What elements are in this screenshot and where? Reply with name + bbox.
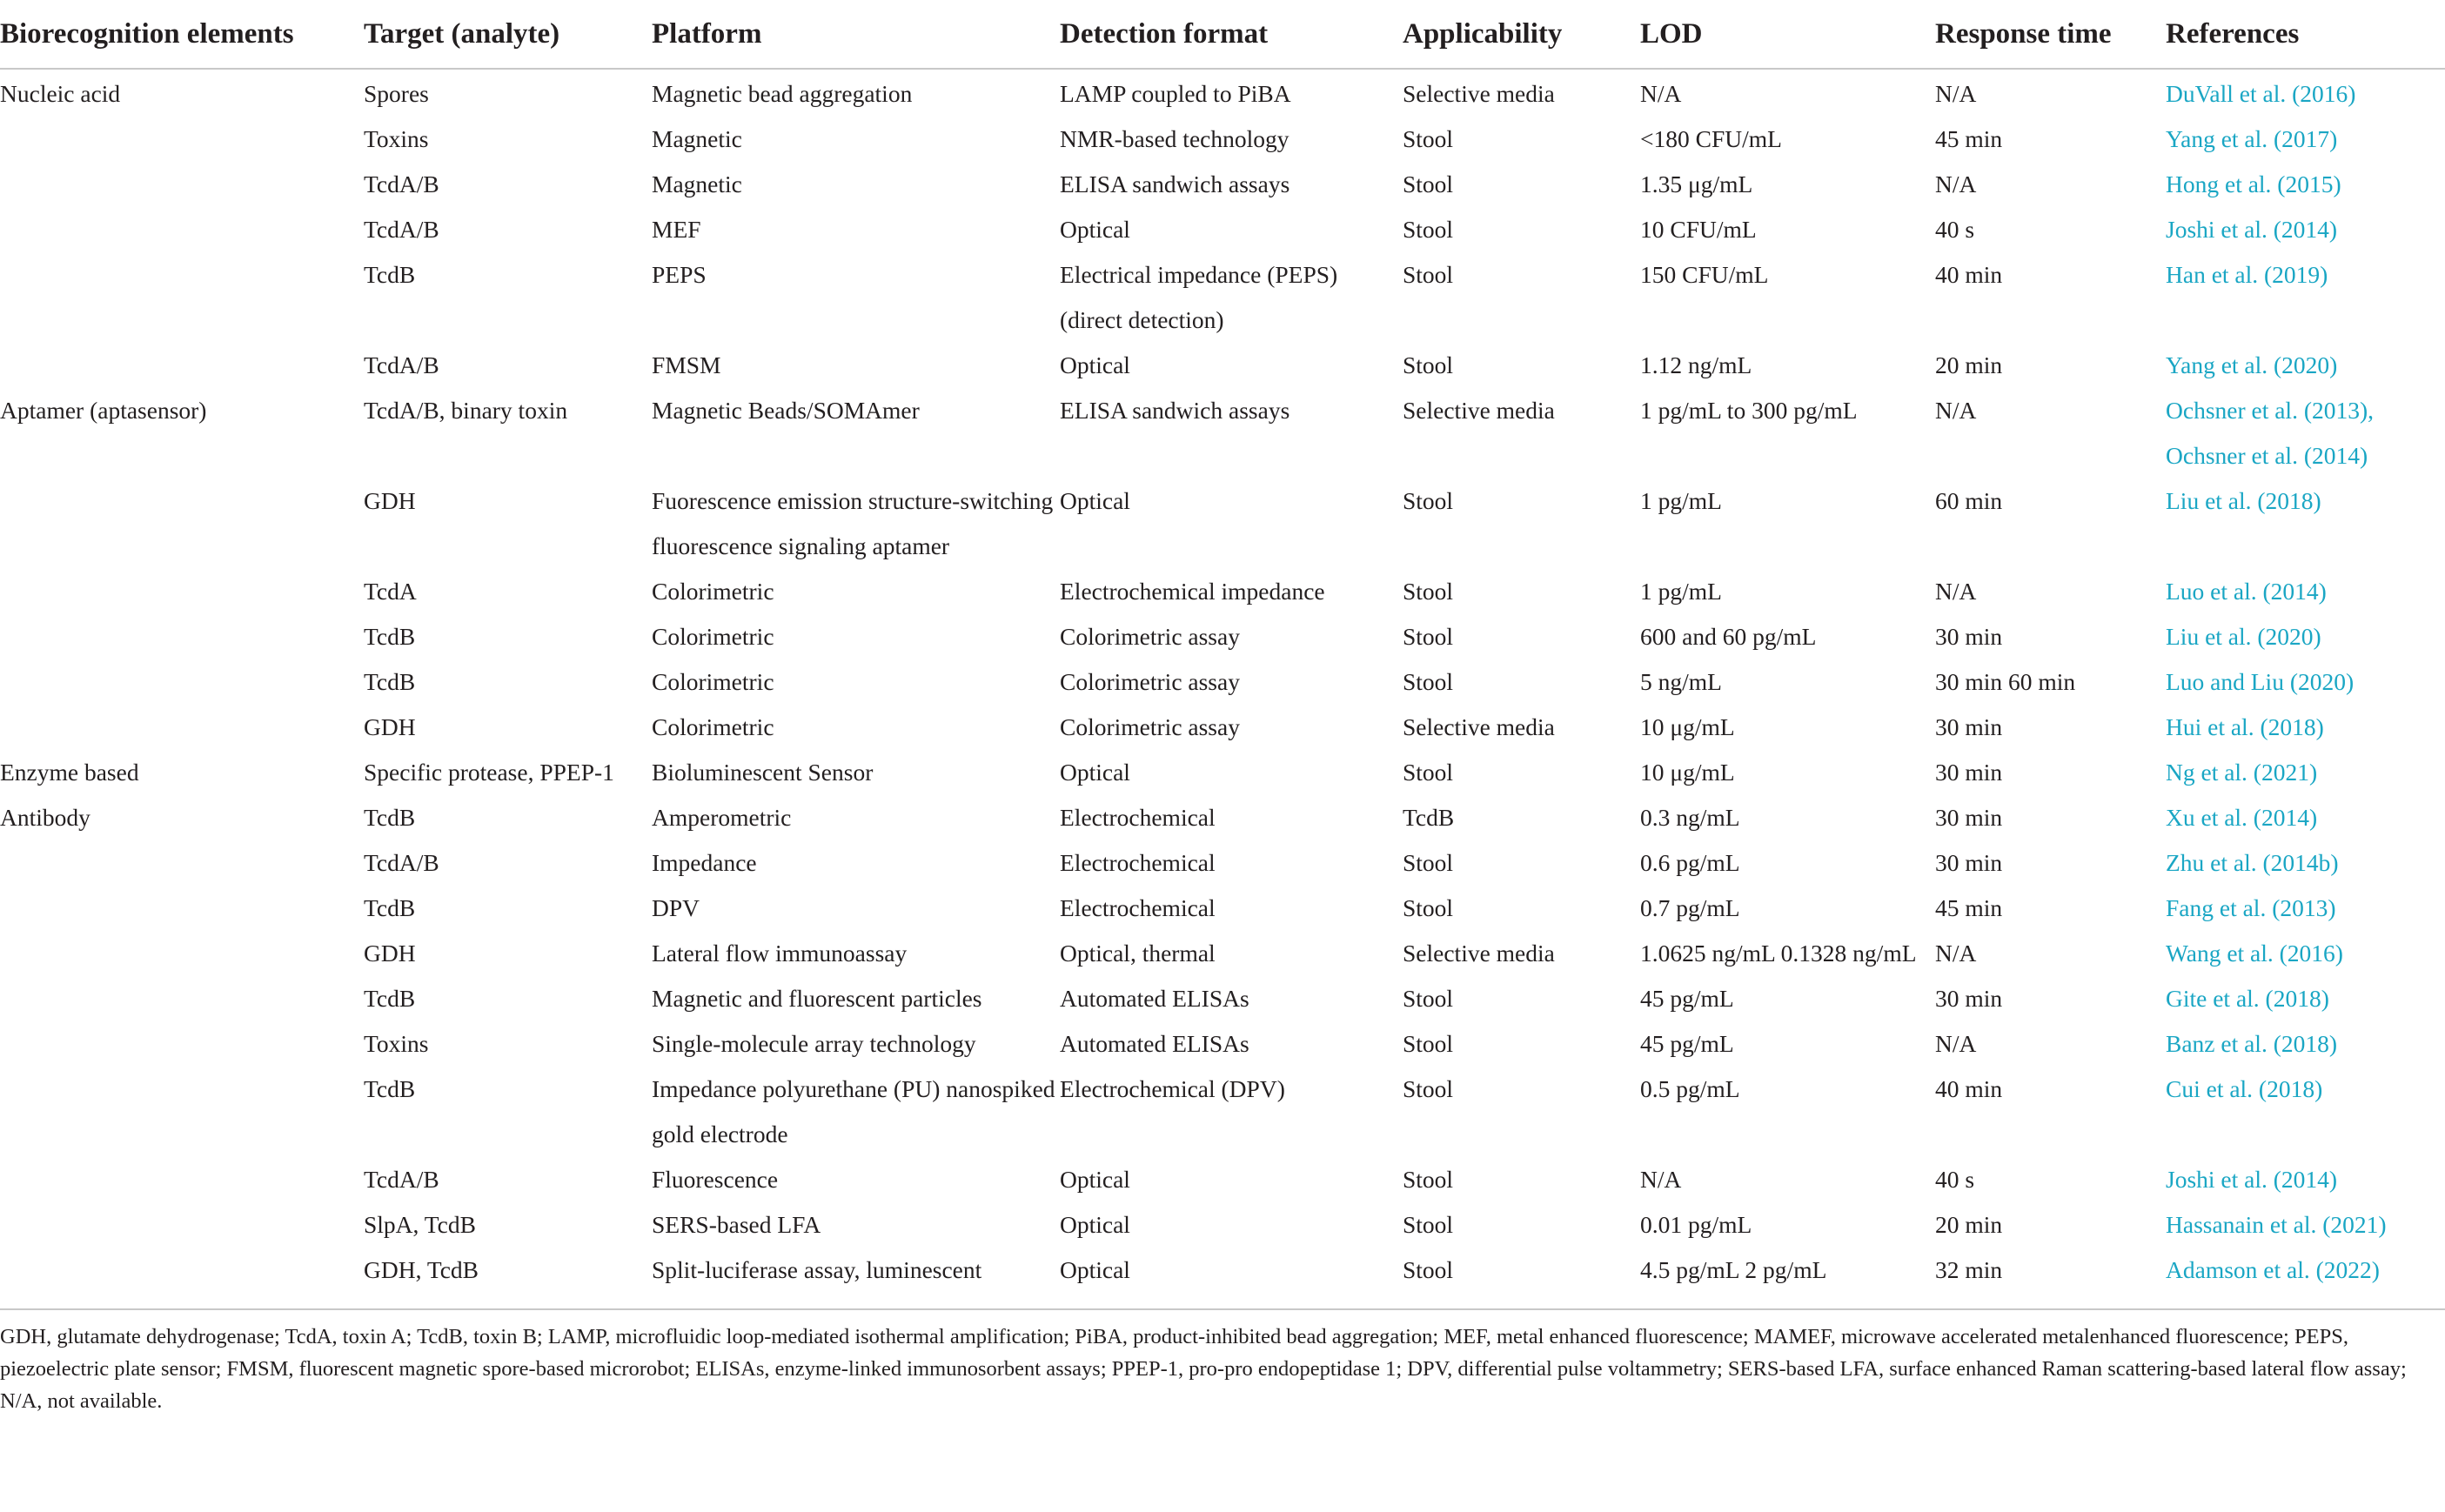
cell-reference[interactable]: Yang et al. (2020) (2166, 351, 2338, 378)
cell-lod: 0.5 pg/mL (1640, 1075, 1740, 1102)
cell-lod: 10 μg/mL (1640, 713, 1735, 740)
table-row (0, 1202, 2445, 1248)
cell-lod: 1 pg/mL (1640, 487, 1722, 514)
cell-response-time: N/A (1935, 171, 1977, 197)
cell-reference[interactable]: Ochsner et al. (2013), Ochsner et al. (2014) (2166, 397, 2375, 469)
cell-lod: 1.12 ng/mL (1640, 351, 1752, 378)
cell-detection-format: Optical (1060, 487, 1130, 514)
cell-response-time: 20 min (1935, 351, 2003, 378)
cell-biorecognition (0, 1248, 364, 1308)
cell-target: TcdA/B (364, 1166, 439, 1193)
cell-target: GDH (364, 487, 416, 514)
cell-biorecognition (0, 569, 364, 614)
cell-lod: 10 CFU/mL (1640, 216, 1757, 243)
cell-reference[interactable]: Wang et al. (2016) (2166, 940, 2343, 967)
cell-biorecognition (0, 343, 364, 388)
cell-applicability: Stool (1403, 487, 1454, 514)
cell-reference[interactable]: Yang et al. (2017) (2166, 125, 2338, 152)
cell-platform: Amperometric (652, 804, 792, 831)
cell-applicability: Stool (1403, 985, 1454, 1012)
table-row (0, 207, 2445, 252)
table-row (0, 162, 2445, 207)
cell-lod: 600 and 60 pg/mL (1640, 623, 1817, 650)
cell-target: TcdA/B (364, 351, 439, 378)
cell-detection-format: Colorimetric assay (1060, 713, 1240, 740)
cell-target: GDH (364, 713, 416, 740)
cell-applicability: Stool (1403, 171, 1454, 197)
cell-biorecognition (0, 252, 364, 343)
cell-lod: 5 ng/mL (1640, 668, 1722, 695)
cell-target: TcdA/B (364, 171, 439, 197)
cell-biorecognition (0, 1067, 364, 1157)
cell-target: GDH, TcdB (364, 1256, 479, 1283)
cell-target: TcdB (364, 1075, 416, 1102)
cell-lod: <180 CFU/mL (1640, 125, 1782, 152)
table-row (0, 1248, 2445, 1308)
cell-platform: Magnetic (652, 171, 742, 197)
cell-detection-format: Optical (1060, 351, 1130, 378)
cell-platform: Magnetic and fluorescent particles (652, 985, 982, 1012)
cell-biorecognition (0, 886, 364, 931)
cell-biorecognition (0, 162, 364, 207)
cell-biorecognition (0, 931, 364, 976)
table-row (0, 931, 2445, 976)
cell-reference[interactable]: Banz et al. (2018) (2166, 1030, 2338, 1057)
cell-reference[interactable]: Han et al. (2019) (2166, 261, 2328, 288)
table-row (0, 795, 2445, 840)
col-header-references: References (2166, 0, 2445, 69)
cell-platform: Fuorescence emission structure-switching fluorescence signaling aptamer (652, 487, 1054, 559)
cell-response-time: N/A (1935, 397, 1977, 424)
cell-platform: FMSM (652, 351, 721, 378)
cell-reference[interactable]: Fang et al. (2013) (2166, 894, 2336, 921)
cell-platform: Fluorescence (652, 1166, 779, 1193)
col-header-target: Target (analyte) (364, 0, 652, 69)
cell-reference[interactable]: Luo et al. (2014) (2166, 578, 2327, 605)
cell-reference[interactable]: Hassanain et al. (2021) (2166, 1211, 2387, 1238)
cell-response-time: 30 min (1935, 804, 2003, 831)
cell-target: TcdA/B, binary toxin (364, 397, 568, 424)
cell-biorecognition: Antibody (0, 804, 90, 831)
cell-target: TcdA (364, 578, 417, 605)
cell-lod: 0.01 pg/mL (1640, 1211, 1752, 1238)
cell-detection-format: Electrochemical (DPV) (1060, 1075, 1285, 1102)
cell-applicability: Stool (1403, 849, 1454, 876)
table-row (0, 614, 2445, 659)
cell-lod: 0.3 ng/mL (1640, 804, 1740, 831)
cell-response-time: 40 min (1935, 261, 2003, 288)
cell-lod: 1.35 μg/mL (1640, 171, 1753, 197)
cell-response-time: N/A (1935, 940, 1977, 967)
cell-applicability: Stool (1403, 1256, 1454, 1283)
cell-platform: Colorimetric (652, 668, 774, 695)
cell-platform: Magnetic bead aggregation (652, 80, 913, 107)
cell-response-time: 30 min (1935, 849, 2003, 876)
cell-platform: Magnetic (652, 125, 742, 152)
cell-biorecognition (0, 705, 364, 750)
cell-reference[interactable]: Gite et al. (2018) (2166, 985, 2329, 1012)
cell-platform: Single-molecule array technology (652, 1030, 976, 1057)
cell-target: GDH (364, 940, 416, 967)
cell-applicability: Stool (1403, 759, 1454, 786)
cell-detection-format: Electrical impedance (PEPS) (direct detection) (1060, 261, 1338, 333)
table-row (0, 659, 2445, 705)
cell-reference[interactable]: Joshi et al. (2014) (2166, 216, 2338, 243)
cell-target: Spores (364, 80, 429, 107)
cell-applicability: Selective media (1403, 397, 1555, 424)
cell-lod: 0.6 pg/mL (1640, 849, 1740, 876)
table-body (0, 69, 2445, 1308)
cell-detection-format: ELISA sandwich assays (1060, 397, 1290, 424)
col-header-applicability: Applicability (1403, 0, 1640, 69)
cell-target: TcdB (364, 623, 416, 650)
cell-platform: Colorimetric (652, 623, 774, 650)
cell-reference[interactable]: Zhu et al. (2014b) (2166, 849, 2339, 876)
cell-detection-format: LAMP coupled to PiBA (1060, 80, 1291, 107)
cell-applicability: Stool (1403, 261, 1454, 288)
cell-applicability: Stool (1403, 216, 1454, 243)
cell-detection-format: Optical (1060, 1256, 1130, 1283)
table-header-row (0, 0, 2445, 69)
cell-biorecognition (0, 207, 364, 252)
cell-reference[interactable]: Cui et al. (2018) (2166, 1075, 2323, 1102)
table-row (0, 1067, 2445, 1157)
cell-detection-format: NMR-based technology (1060, 125, 1289, 152)
cell-detection-format: Optical (1060, 759, 1130, 786)
cell-applicability: Stool (1403, 894, 1454, 921)
cell-reference[interactable]: Luo and Liu (2020) (2166, 668, 2355, 695)
cell-lod: 4.5 pg/mL 2 pg/mL (1640, 1256, 1827, 1283)
cell-applicability: Stool (1403, 1166, 1454, 1193)
table-row (0, 388, 2445, 478)
cell-biorecognition: Nucleic acid (0, 80, 121, 107)
cell-response-time: 30 min (1935, 713, 2003, 740)
cell-platform: Colorimetric (652, 578, 774, 605)
cell-target: TcdA/B (364, 849, 439, 876)
cell-reference[interactable]: Liu et al. (2018) (2166, 487, 2321, 514)
cell-biorecognition (0, 478, 364, 569)
cell-applicability: Stool (1403, 125, 1454, 152)
cell-reference[interactable]: Ng et al. (2021) (2166, 759, 2318, 786)
cell-platform: MEF (652, 216, 701, 243)
table-row (0, 252, 2445, 343)
cell-response-time: 30 min 60 min (1935, 668, 2076, 695)
cell-applicability: Stool (1403, 1030, 1454, 1057)
cell-reference[interactable]: DuVall et al. (2016) (2166, 80, 2356, 107)
cell-target: TcdA/B (364, 216, 439, 243)
cell-target: TcdB (364, 668, 416, 695)
cell-detection-format: Electrochemical (1060, 804, 1216, 831)
cell-detection-format: Optical (1060, 1211, 1130, 1238)
cell-biorecognition (0, 1202, 364, 1248)
table-row (0, 1021, 2445, 1067)
table-row (0, 569, 2445, 614)
cell-target: TcdB (364, 804, 416, 831)
table-row (0, 117, 2445, 162)
cell-biorecognition (0, 117, 364, 162)
cell-platform: SERS-based LFA (652, 1211, 821, 1238)
table-row (0, 750, 2445, 795)
cell-detection-format: Electrochemical (1060, 894, 1216, 921)
cell-applicability: TcdB (1403, 804, 1455, 831)
cell-lod: 150 CFU/mL (1640, 261, 1769, 288)
cell-lod: 1 pg/mL (1640, 578, 1722, 605)
cell-applicability: Selective media (1403, 940, 1555, 967)
cell-lod: 45 pg/mL (1640, 1030, 1734, 1057)
cell-response-time: 45 min (1935, 894, 2003, 921)
table-row (0, 705, 2445, 750)
cell-response-time: 45 min (1935, 125, 2003, 152)
cell-reference[interactable]: Adamson et al. (2022) (2166, 1256, 2380, 1283)
cell-applicability: Stool (1403, 1075, 1454, 1102)
table-row (0, 1157, 2445, 1202)
cell-biorecognition (0, 1157, 364, 1202)
cell-applicability: Selective media (1403, 80, 1555, 107)
cell-applicability: Selective media (1403, 713, 1555, 740)
cell-biorecognition (0, 1021, 364, 1067)
cell-reference[interactable]: Xu et al. (2014) (2166, 804, 2318, 831)
cell-platform: Colorimetric (652, 713, 774, 740)
cell-response-time: 60 min (1935, 487, 2003, 514)
cell-detection-format: Optical (1060, 216, 1130, 243)
table-bottom-rule (0, 1308, 2445, 1310)
cell-biorecognition (0, 976, 364, 1021)
cell-platform: Bioluminescent Sensor (652, 759, 874, 786)
cell-response-time: 30 min (1935, 759, 2003, 786)
cell-applicability: Stool (1403, 578, 1454, 605)
cell-response-time: 32 min (1935, 1256, 2003, 1283)
cell-detection-format: ELISA sandwich assays (1060, 171, 1290, 197)
cell-response-time: 30 min (1935, 623, 2003, 650)
cell-detection-format: Optical, thermal (1060, 940, 1216, 967)
cell-applicability: Stool (1403, 623, 1454, 650)
cell-platform: Lateral flow immunoassay (652, 940, 908, 967)
cell-response-time: 40 s (1935, 216, 1975, 243)
cell-biorecognition (0, 840, 364, 886)
cell-target: TcdB (364, 985, 416, 1012)
cell-detection-format: Colorimetric assay (1060, 623, 1240, 650)
cell-platform: Split-luciferase assay, luminescent (652, 1256, 982, 1283)
table-row (0, 343, 2445, 388)
cell-response-time: N/A (1935, 1030, 1977, 1057)
col-header-biorecognition: Biorecognition elements (0, 0, 364, 69)
cell-lod: 1 pg/mL to 300 pg/mL (1640, 397, 1858, 424)
cell-target: TcdB (364, 894, 416, 921)
cell-target: TcdB (364, 261, 416, 288)
cell-response-time: 40 min (1935, 1075, 2003, 1102)
cell-lod: 45 pg/mL (1640, 985, 1734, 1012)
col-header-detection-format: Detection format (1060, 0, 1403, 69)
cell-response-time: N/A (1935, 578, 1977, 605)
cell-response-time: 40 s (1935, 1166, 1975, 1193)
cell-detection-format: Electrochemical (1060, 849, 1216, 876)
cell-platform: Magnetic Beads/SOMAmer (652, 397, 920, 424)
cell-biorecognition (0, 659, 364, 705)
cell-platform: Impedance polyurethane (PU) nanospiked gold electrode (652, 1075, 1055, 1147)
cell-target: Specific protease, PPEP-1 (364, 759, 614, 786)
cell-detection-format: Automated ELISAs (1060, 1030, 1249, 1057)
cell-target: Toxins (364, 125, 429, 152)
cell-detection-format: Optical (1060, 1166, 1130, 1193)
cell-platform: PEPS (652, 261, 707, 288)
cell-biorecognition (0, 614, 364, 659)
cell-response-time: 20 min (1935, 1211, 2003, 1238)
col-header-platform: Platform (652, 0, 1060, 69)
col-header-response-time: Response time (1935, 0, 2166, 69)
cell-detection-format: Colorimetric assay (1060, 668, 1240, 695)
cell-reference[interactable]: Joshi et al. (2014) (2166, 1166, 2338, 1193)
table-row (0, 840, 2445, 886)
cell-response-time: 30 min (1935, 985, 2003, 1012)
cell-lod: 0.7 pg/mL (1640, 894, 1740, 921)
cell-lod: N/A (1640, 80, 1682, 107)
cell-lod: 1.0625 ng/mL 0.1328 ng/mL (1640, 940, 1917, 967)
cell-applicability: Stool (1403, 351, 1454, 378)
cell-response-time: N/A (1935, 80, 1977, 107)
cell-reference[interactable]: Hong et al. (2015) (2166, 171, 2341, 197)
col-header-lod: LOD (1640, 0, 1935, 69)
table-row (0, 69, 2445, 117)
cell-platform: DPV (652, 894, 700, 921)
cell-detection-format: Automated ELISAs (1060, 985, 1249, 1012)
cell-biorecognition: Enzyme based (0, 759, 139, 786)
table-footnote: GDH, glutamate dehydrogenase; TcdA, toxin A; TcdB, toxin B; LAMP, microfluidic loop-mediated isothermal amplification; PiBA, product-inhibited bead aggregation; MEF, metal enhanced fluorescence; MAMEF, microwave accelerated metalenhanced fluorescence; PEPS, piezoelectric plate sensor; FMSM, fluorescent magnetic spore-based microrobot; ELISAs, enzyme-linked immunosorbent assays; PPEP-1, pro-pro endopeptidase 1; DPV, differential pulse voltammetry; SERS-based LFA, surface enhanced Raman scattering-based lateral flow assay; N/A, not available. (0, 1325, 2407, 1413)
table-row (0, 886, 2445, 931)
cell-target: Toxins (364, 1030, 429, 1057)
cell-lod: 10 μg/mL (1640, 759, 1735, 786)
cell-applicability: Stool (1403, 668, 1454, 695)
cell-detection-format: Electrochemical impedance (1060, 578, 1325, 605)
cell-target: SlpA, TcdB (364, 1211, 476, 1238)
cell-biorecognition: Aptamer (aptasensor) (0, 397, 207, 424)
cell-applicability: Stool (1403, 1211, 1454, 1238)
cell-lod: N/A (1640, 1166, 1682, 1193)
cell-reference[interactable]: Liu et al. (2020) (2166, 623, 2321, 650)
table-row (0, 976, 2445, 1021)
table-row (0, 478, 2445, 569)
cell-platform: Impedance (652, 849, 757, 876)
cell-reference[interactable]: Hui et al. (2018) (2166, 713, 2324, 740)
